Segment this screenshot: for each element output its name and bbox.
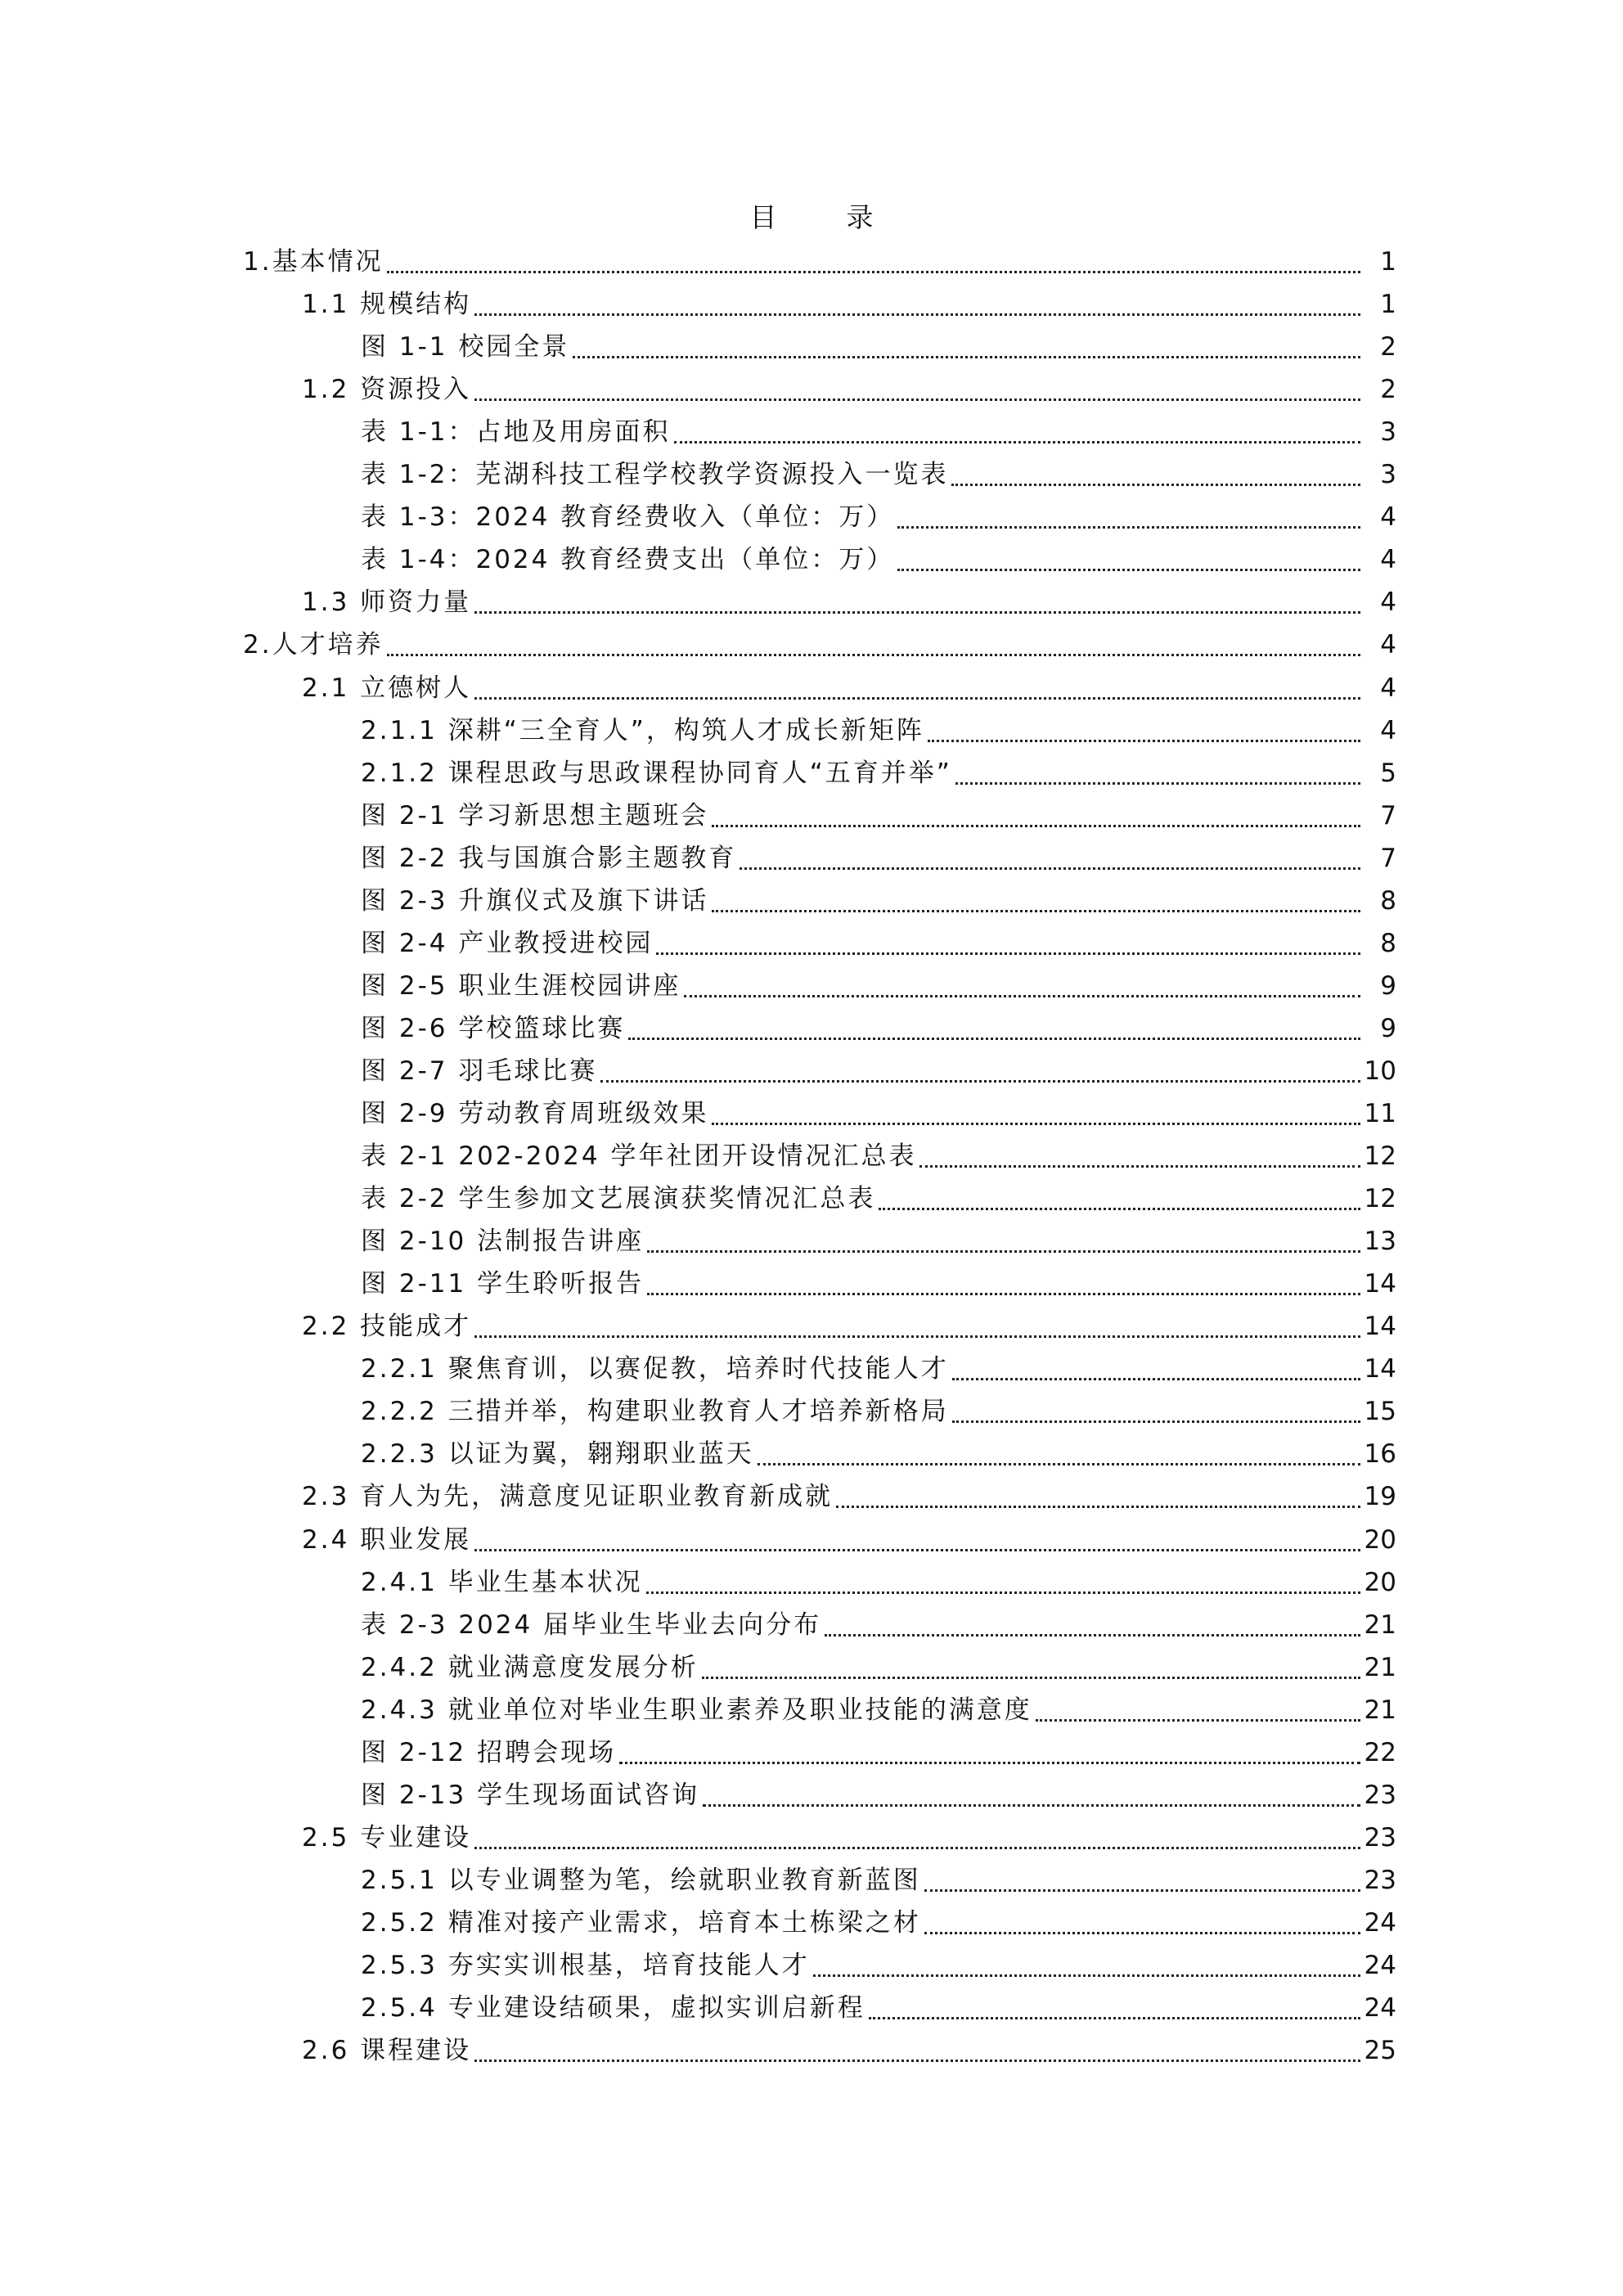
toc-entry[interactable] (361, 1944, 1396, 1987)
toc-entry[interactable] (361, 752, 1396, 795)
toc-entry-page-number: 21 (1364, 1652, 1396, 1682)
toc-entry-title: 2.5.3 夯实实训根基，培育技能人才 (361, 1951, 810, 1980)
toc-dot-leader (952, 1420, 1360, 1423)
toc-entry[interactable] (361, 1348, 1396, 1390)
toc-entry[interactable] (243, 241, 1396, 283)
toc-entry[interactable] (361, 1390, 1396, 1433)
toc-entry[interactable] (302, 581, 1396, 624)
toc-entry-page-number: 19 (1364, 1482, 1396, 1512)
toc-entry[interactable] (361, 453, 1396, 496)
toc-dot-leader (474, 610, 1360, 614)
toc-entry[interactable] (361, 880, 1396, 922)
toc-entry-page-number: 5 (1380, 758, 1396, 788)
toc-entry-title: 2.5 专业建设 (302, 1822, 472, 1853)
toc-dot-leader (924, 1931, 1360, 1934)
toc-entry[interactable] (302, 2029, 1396, 2072)
toc-dot-leader (474, 2059, 1360, 2062)
toc-dot-leader (897, 568, 1360, 571)
toc-entry-title: 2.4 职业发展 (302, 1524, 472, 1555)
toc-entry-title: 表 2-3 2024 届毕业生毕业去向分布 (361, 1609, 822, 1640)
toc-dot-leader (628, 1037, 1360, 1040)
toc-entry-page-number: 3 (1380, 417, 1396, 448)
toc-entry-page-number: 2 (1380, 375, 1396, 405)
toc-entry[interactable] (361, 326, 1396, 368)
toc-entry-title: 图 2-13 学生现场面试咨询 (361, 1780, 700, 1810)
toc-dot-leader (897, 525, 1360, 529)
toc-entry[interactable] (361, 1220, 1396, 1263)
toc-dot-leader (712, 1122, 1360, 1125)
toc-entry-page-number: 10 (1364, 1056, 1396, 1086)
toc-entry-title: 2.5.1 以专业调整为笔，绘就职业教育新蓝图 (361, 1865, 921, 1895)
toc-entry-page-number: 20 (1364, 1567, 1396, 1597)
toc-entry-page-number: 7 (1380, 800, 1396, 831)
toc-dot-leader (647, 1249, 1360, 1253)
toc-entry-page-number: 8 (1380, 928, 1396, 958)
toc-dot-leader (702, 1676, 1360, 1679)
toc-title: 目 录 (749, 201, 895, 233)
toc-dot-leader (703, 1803, 1360, 1807)
toc-dot-leader (656, 952, 1360, 955)
toc-dot-leader (474, 1548, 1360, 1551)
toc-dot-leader (740, 867, 1360, 870)
toc-entry[interactable] (361, 496, 1396, 538)
toc-dot-leader (619, 1761, 1360, 1764)
toc-entry[interactable] (361, 709, 1396, 752)
toc-entry-page-number: 12 (1364, 1184, 1396, 1214)
toc-entry-page-number: 9 (1380, 970, 1396, 1001)
toc-entry[interactable] (243, 624, 1396, 666)
toc-entry-title: 2.1.1 深耕“三全育人”，构筑人才成长新矩阵 (361, 715, 924, 745)
toc-dot-leader (387, 653, 1360, 656)
toc-entry[interactable] (361, 411, 1396, 453)
toc-entry-title: 图 2-2 我与国旗合影主题教育 (361, 843, 737, 873)
toc-entry[interactable] (361, 1007, 1396, 1050)
toc-entry-title: 2.4.2 就业满意度发展分析 (361, 1652, 699, 1682)
toc-dot-leader (758, 1462, 1360, 1465)
toc-entry-title: 2.2.2 三措并举，构建职业教育人才培养新格局 (361, 1397, 949, 1427)
toc-entry-title: 图 2-9 劳动教育周班级效果 (361, 1099, 709, 1128)
toc-dot-leader (387, 270, 1360, 273)
toc-entry-page-number: 14 (1364, 1354, 1396, 1384)
toc-entry[interactable] (361, 1902, 1396, 1944)
toc-entry-page-number: 16 (1364, 1439, 1396, 1470)
toc-dot-leader (869, 2016, 1360, 2019)
toc-entry-page-number: 13 (1364, 1227, 1396, 1257)
toc-entry[interactable] (361, 1177, 1396, 1220)
toc-entry-title: 图 2-11 学生聆听报告 (361, 1269, 645, 1299)
toc-entry-page-number: 4 (1380, 630, 1396, 660)
toc-dot-leader (646, 1591, 1360, 1594)
toc-entry-title: 2.1.2 课程思政与思政课程协同育人“五育并举” (361, 758, 952, 788)
toc-entry-page-number: 23 (1364, 1780, 1396, 1810)
toc-entry-page-number: 4 (1380, 545, 1396, 575)
toc-entry[interactable] (361, 1135, 1396, 1177)
toc-entry-title: 2.5.4 专业建设结硕果，虚拟实训启新程 (361, 1993, 865, 2023)
toc-entry[interactable] (361, 1987, 1396, 2029)
toc-entry-page-number: 21 (1364, 1695, 1396, 1725)
toc-dot-leader (1036, 1718, 1360, 1722)
toc-entry-title: 图 2-10 法制报告讲座 (361, 1227, 645, 1257)
toc-entry-title: 1.2 资源投入 (302, 375, 472, 405)
toc-entry-title: 表 1-2：芜湖科技工程学校教学资源投入一览表 (361, 460, 949, 490)
toc-dot-leader (474, 398, 1360, 401)
toc-entry-page-number: 7 (1380, 843, 1396, 873)
toc-dot-leader (474, 313, 1360, 316)
toc-entry-title: 2.6 课程建设 (302, 2036, 472, 2066)
toc-entry-title: 图 2-6 学校篮球比赛 (361, 1013, 626, 1043)
toc-entry-title: 2.4.1 毕业生基本状况 (361, 1567, 643, 1597)
toc-dot-leader (951, 483, 1360, 486)
toc-entry[interactable] (361, 795, 1396, 837)
toc-entry-title: 表 2-2 学生参加文艺展演获奖情况汇总表 (361, 1184, 876, 1214)
toc-entry-title: 图 2-12 招聘会现场 (361, 1737, 617, 1767)
toc-entry-title: 2.人才培养 (243, 630, 384, 660)
toc-entry[interactable] (361, 1433, 1396, 1475)
toc-entry-title: 2.2 技能成才 (302, 1312, 472, 1342)
toc-entry[interactable] (361, 922, 1396, 965)
toc-entry-title: 2.2.1 聚焦育训，以赛促教，培养时代技能人才 (361, 1354, 949, 1384)
toc-entry[interactable] (361, 1731, 1396, 1774)
toc-entry-title: 表 2-1 202-2024 学年社团开设情况汇总表 (361, 1141, 917, 1171)
toc-entry-title: 1.基本情况 (243, 247, 384, 277)
toc-dot-leader (924, 1889, 1360, 1892)
toc-entry-title: 图 2-3 升旗仪式及旗下讲话 (361, 885, 709, 916)
toc-entry[interactable] (361, 1859, 1396, 1902)
toc-dot-leader (928, 739, 1360, 742)
toc-entry-page-number: 25 (1364, 2036, 1396, 2066)
toc-entry[interactable] (302, 667, 1396, 709)
toc-entry-title: 1.3 师资力量 (302, 588, 472, 618)
toc-entry-title: 图 1-1 校园全景 (361, 332, 570, 362)
toc-dot-leader (955, 781, 1360, 785)
toc-dot-leader (919, 1164, 1360, 1168)
toc-dot-leader (879, 1207, 1360, 1210)
toc-entry-page-number: 4 (1380, 673, 1396, 703)
toc-entry-title: 表 1-3：2024 教育经费收入（单位：万） (361, 502, 895, 533)
toc-entry-page-number: 12 (1364, 1141, 1396, 1171)
toc-entry[interactable] (302, 1519, 1396, 1561)
toc-dot-leader (600, 1079, 1360, 1083)
toc-entry-title: 2.4.3 就业单位对毕业生职业素养及职业技能的满意度 (361, 1695, 1032, 1725)
toc-entry-title: 图 2-5 职业生涯校园讲座 (361, 970, 681, 1001)
toc-entry-page-number: 8 (1380, 885, 1396, 916)
toc-entry-page-number: 23 (1364, 1865, 1396, 1895)
toc-entry[interactable] (361, 965, 1396, 1007)
toc-entry-page-number: 14 (1364, 1312, 1396, 1342)
toc-entry-page-number: 9 (1380, 1013, 1396, 1043)
toc-dot-leader (952, 1377, 1360, 1380)
toc-dot-leader (712, 824, 1360, 827)
toc-entry-page-number: 15 (1364, 1397, 1396, 1427)
toc-entry-page-number: 2 (1380, 332, 1396, 362)
toc-entry[interactable] (302, 283, 1396, 326)
toc-dot-leader (647, 1292, 1360, 1295)
toc-entry-page-number: 21 (1364, 1609, 1396, 1640)
toc-entry[interactable] (361, 1646, 1396, 1689)
toc-entry-title: 图 2-4 产业教授进校园 (361, 928, 654, 958)
toc-dot-leader (474, 1846, 1360, 1849)
toc-entry[interactable] (361, 1092, 1396, 1135)
toc-entry-page-number: 23 (1364, 1822, 1396, 1853)
toc-entry-title: 2.1 立德树人 (302, 673, 472, 703)
toc-dot-leader (573, 355, 1360, 358)
toc-dot-leader (474, 1335, 1360, 1338)
toc-entry[interactable] (302, 1475, 1396, 1518)
toc-entry-page-number: 22 (1364, 1737, 1396, 1767)
toc-entry-title: 2.2.3 以证为翼，翱翔职业蓝天 (361, 1439, 754, 1470)
toc-entry[interactable] (361, 1561, 1396, 1604)
toc-entry[interactable] (302, 1305, 1396, 1348)
toc-entry-page-number: 24 (1364, 1993, 1396, 2023)
toc-entry-page-number: 24 (1364, 1951, 1396, 1980)
toc-entry-title: 图 2-1 学习新思想主题班会 (361, 800, 709, 831)
toc-entry[interactable] (361, 1604, 1396, 1646)
toc-entry[interactable] (302, 1817, 1396, 1859)
toc-entry[interactable] (302, 368, 1396, 411)
toc-dot-leader (474, 696, 1360, 700)
toc-entry-page-number: 4 (1380, 588, 1396, 618)
toc-dot-leader (825, 1633, 1360, 1636)
toc-entry-page-number: 4 (1380, 715, 1396, 745)
toc-entry-page-number: 1 (1380, 290, 1396, 319)
toc-dot-leader (684, 994, 1360, 997)
toc-dot-leader (712, 909, 1360, 912)
toc-entry-title: 1.1 规模结构 (302, 290, 472, 319)
toc-entry-page-number: 4 (1380, 502, 1396, 533)
toc-entry-page-number: 20 (1364, 1524, 1396, 1555)
toc-entry[interactable] (361, 1774, 1396, 1817)
toc-entry[interactable] (361, 1050, 1396, 1092)
toc-entry-title: 2.5.2 精准对接产业需求，培育本土栋梁之材 (361, 1907, 921, 1938)
toc-entry[interactable] (361, 837, 1396, 880)
toc-entry-page-number: 1 (1380, 247, 1396, 277)
toc-dot-leader (674, 440, 1361, 443)
toc-entry-title: 表 1-4：2024 教育经费支出（单位：万） (361, 545, 895, 575)
toc-entry-page-number: 3 (1380, 460, 1396, 490)
toc-entry-title: 图 2-7 羽毛球比赛 (361, 1056, 598, 1086)
toc-entry-title: 表 1-1：占地及用房面积 (361, 417, 671, 448)
toc-entry[interactable] (361, 1263, 1396, 1305)
toc-dot-leader (813, 1974, 1360, 1977)
toc-entry-title: 2.3 育人为先，满意度见证职业教育新成就 (302, 1482, 834, 1512)
toc-entry-page-number: 14 (1364, 1269, 1396, 1299)
toc-entry-page-number: 11 (1364, 1099, 1396, 1128)
toc-entry[interactable] (361, 538, 1396, 581)
toc-dot-leader (836, 1505, 1360, 1508)
toc-entry[interactable] (361, 1689, 1396, 1731)
toc-entry-page-number: 24 (1364, 1907, 1396, 1938)
